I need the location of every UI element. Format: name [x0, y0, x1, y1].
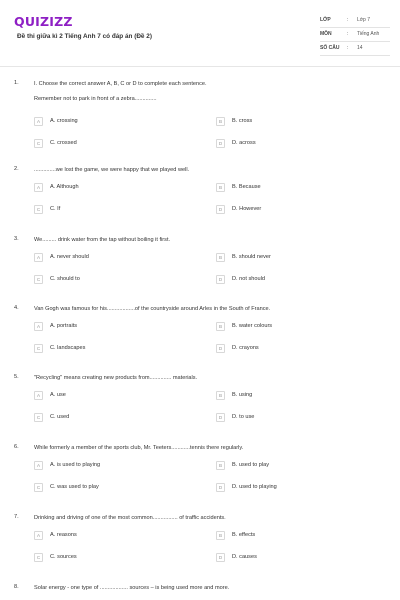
option-text: D. across — [232, 140, 256, 146]
option-letter-box: D — [216, 413, 225, 422]
answer-option-b[interactable] — [216, 391, 386, 401]
option-text: B. effects — [232, 532, 256, 538]
option-text: D. causes — [232, 554, 257, 560]
answer-option-a[interactable] — [34, 391, 204, 401]
answer-option-d[interactable] — [216, 344, 386, 354]
option-text: D. used to playing — [232, 484, 277, 490]
meta-value: Tiếng Anh — [357, 31, 380, 37]
option-text: D. to use — [232, 414, 255, 420]
option-letter-box: B — [216, 531, 225, 540]
answer-option-d[interactable] — [216, 139, 386, 149]
answer-option-b[interactable] — [216, 253, 386, 263]
answer-option-c[interactable] — [34, 483, 204, 493]
option-text: C. should to — [50, 276, 80, 282]
answer-option-c[interactable] — [34, 413, 204, 423]
option-text: A. use — [50, 392, 66, 398]
option-letter-box: A — [34, 183, 43, 192]
option-letter-box: C — [34, 553, 43, 562]
option-text: B. cross — [232, 118, 253, 124]
question-number: 6. — [14, 444, 19, 450]
meta-label: MÔN — [320, 31, 332, 37]
question-text: Van Gogh was famous for his..................of the countryside around Arles in the South of France. — [34, 306, 271, 312]
answer-option-d[interactable] — [216, 275, 386, 285]
worksheet-title: Đề thi giữa kì 2 Tiếng Anh 7 có đáp án (Đề 2) — [17, 33, 152, 40]
option-text: D. However — [232, 206, 262, 212]
answer-option-b[interactable] — [216, 183, 386, 193]
option-text: A. crossing — [50, 118, 78, 124]
answer-option-a[interactable] — [34, 461, 204, 471]
option-letter-box: D — [216, 553, 225, 562]
option-letter-box: A — [34, 117, 43, 126]
question-text: While formerly a member of the sports club, Mr. Teeters............tennis there regularly. — [34, 445, 244, 451]
answer-option-d[interactable] — [216, 483, 386, 493]
option-text: A. portraits — [50, 323, 78, 329]
option-letter-box: D — [216, 139, 225, 148]
option-letter-box: C — [34, 205, 43, 214]
question-text: Solar energy - one type of .................. sources – is being used more and more. — [34, 585, 230, 591]
option-text: B. using — [232, 392, 253, 398]
option-letter-box: B — [216, 253, 225, 262]
question-number: 4. — [14, 305, 19, 311]
answer-option-b[interactable] — [216, 461, 386, 471]
question-text: I. Choose the correct answer A, B, C or D to complete each sentence. — [34, 81, 207, 87]
answer-option-c[interactable] — [34, 553, 204, 563]
option-letter-box: D — [216, 483, 225, 492]
answer-option-d[interactable] — [216, 553, 386, 563]
question-text: ..............we lost the game, we were happy that we played well. — [34, 167, 190, 173]
answer-option-b[interactable] — [216, 117, 386, 127]
answer-option-d[interactable] — [216, 413, 386, 423]
option-letter-box: C — [34, 413, 43, 422]
answer-option-c[interactable] — [34, 344, 204, 354]
answer-option-c[interactable] — [34, 205, 204, 215]
option-text: B. water colours — [232, 323, 273, 329]
option-text: D. crayons — [232, 345, 259, 351]
option-text: B. used to play — [232, 462, 270, 468]
option-text: B. should never — [232, 254, 271, 260]
answer-option-a[interactable] — [34, 117, 204, 127]
meta-label: SỐ CÂU — [320, 45, 340, 51]
answer-option-a[interactable] — [34, 322, 204, 332]
option-text: A. is used to playing — [50, 462, 101, 468]
quizizz-logo: QUIZIZZ — [14, 14, 73, 29]
question-text: Drinking and driving of one of the most common................ of traffic accidents. — [34, 515, 226, 521]
option-text: A. reasons — [50, 532, 77, 538]
option-text: C. If — [50, 206, 61, 212]
option-letter-box: A — [34, 531, 43, 540]
question-text: We......... drink water from the tap without boiling it first. — [34, 237, 171, 243]
option-letter-box: B — [216, 461, 225, 470]
question-number: 8. — [14, 584, 19, 590]
option-text: A. Although — [50, 184, 79, 190]
option-letter-box: A — [34, 253, 43, 262]
option-text: A. never should — [50, 254, 89, 260]
option-letter-box: C — [34, 483, 43, 492]
option-text: D. not should — [232, 276, 265, 282]
option-letter-box: C — [34, 344, 43, 353]
option-letter-box: D — [216, 205, 225, 214]
question-number: 1. — [14, 80, 19, 86]
option-text: C. landscapes — [50, 345, 86, 351]
meta-colon: : — [347, 45, 349, 51]
option-text: C. crossed — [50, 140, 77, 146]
option-letter-box: B — [216, 322, 225, 331]
meta-value: 14 — [357, 45, 363, 51]
meta-value: Lớp 7 — [357, 17, 371, 23]
option-letter-box: B — [216, 183, 225, 192]
option-letter-box: B — [216, 391, 225, 400]
answer-option-d[interactable] — [216, 205, 386, 215]
question-number: 7. — [14, 514, 19, 520]
option-letter-box: B — [216, 117, 225, 126]
option-letter-box: D — [216, 344, 225, 353]
meta-label: LỚP — [320, 17, 331, 23]
question-number: 5. — [14, 374, 19, 380]
meta-colon: : — [347, 17, 349, 23]
answer-option-a[interactable] — [34, 253, 204, 263]
question-number: 2. — [14, 166, 19, 172]
option-text: C. sources — [50, 554, 77, 560]
answer-option-b[interactable] — [216, 322, 386, 332]
option-letter-box: D — [216, 275, 225, 284]
option-text: C. used — [50, 414, 70, 420]
option-text: B. Because — [232, 184, 261, 190]
question-number: 3. — [14, 236, 19, 242]
option-letter-box: A — [34, 391, 43, 400]
option-letter-box: C — [34, 139, 43, 148]
question-subtext: Remember not to park in front of a zebra.............. — [34, 96, 157, 102]
answer-option-c[interactable] — [34, 139, 204, 149]
option-text: C. was used to play — [50, 484, 99, 490]
answer-option-b[interactable] — [216, 531, 386, 541]
meta-colon: : — [347, 31, 349, 37]
answer-option-c[interactable] — [34, 275, 204, 285]
answer-option-a[interactable] — [34, 531, 204, 541]
option-letter-box: C — [34, 275, 43, 284]
option-letter-box: A — [34, 322, 43, 331]
option-letter-box: A — [34, 461, 43, 470]
answer-option-a[interactable] — [34, 183, 204, 193]
question-text: "Recycling" means creating new products from.............. materials. — [34, 375, 198, 381]
